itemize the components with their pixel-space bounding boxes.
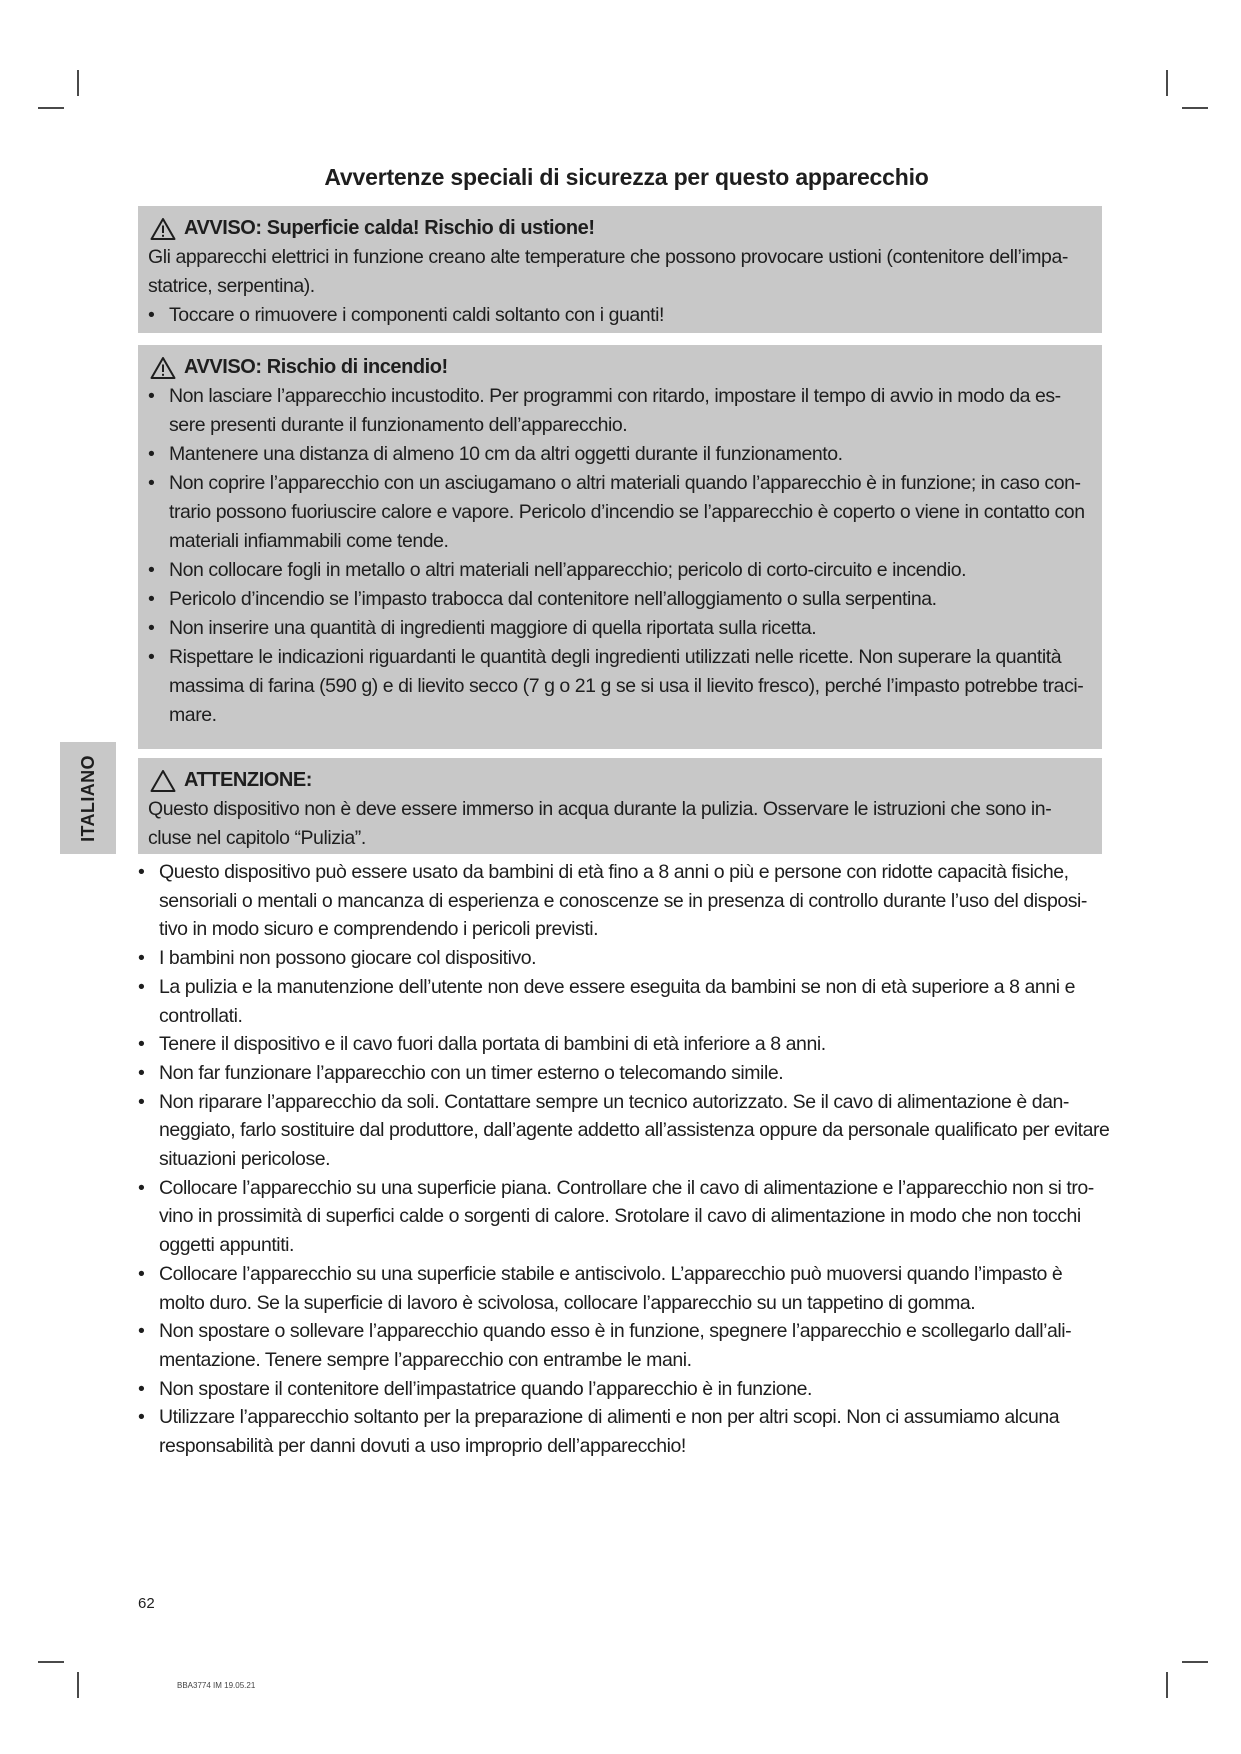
crop-mark [77,1672,79,1698]
caution-triangle-icon [150,769,176,793]
warning-hot-surface-box [138,206,1102,333]
general-safety-list [138,858,1110,1461]
list-item: • Non collocare fogli in metallo o altri materiali nell’apparecchio; pericolo di corto-circuito e incendio. [148,556,1094,585]
crop-mark [38,107,64,109]
list-item: • Utilizzare l’apparecchio soltanto per la preparazione di alimenti e non per altri scopi. Non ci assumiamo alcuna responsabilità per danni dovuti a uso improprio dell’apparecchio! [138,1403,1110,1460]
list-item: • I bambini non possono giocare col dispositivo. [138,944,1110,973]
crop-mark [77,70,79,96]
general-safety-list-block [138,858,1110,1461]
caution-text: Questo dispositivo non è deve essere immerso in acqua durante la pulizia. Osservare le istruzioni che sono in-cluse nel capitolo “Pulizia”. [148,798,1052,849]
list-item: • Toccare o rimuovere i componenti caldi soltanto con i guanti! [148,301,1094,330]
warning-hot-heading: AVVISO: Superficie calda! Rischio di ustione! [184,217,595,239]
warning-triangle-icon [150,356,176,380]
warning-fire-box [138,345,1102,749]
list-item: • Pericolo d’incendio se l’impasto trabocca dal contenitore nell’alloggiamento o sulla serpentina. [148,585,1094,614]
crop-mark [1182,107,1208,109]
page-number: 62 [138,1595,155,1612]
list-item: • Non lasciare l’apparecchio incustodito. Per programmi con ritardo, impostare il tempo di avvio in modo da es-sere presenti durante il funzionamento dell’apparecchio. [148,382,1094,440]
crop-mark [1166,70,1168,96]
list-item: • Collocare l’apparecchio su una superficie piana. Controllare che il cavo di alimentazione e l’apparecchio non si tro-vino in prossimità di superfici calde o sorgenti di calore. Srotolare il cavo di alimentazione in modo che non tocchi oggetti appuntiti. [138,1174,1110,1260]
list-item: • Questo dispositivo può essere usato da bambini di età fino a 8 anni o più e persone con ridotte capacità fisiche, sensoriali o mentali o mancanza di esperienza e conoscenze se in presenza di controllo durante l’uso del disposi-tivo in modo sicuro e comprendendo i pericoli previsti. [138,858,1110,944]
list-item: • Mantenere una distanza di almeno 10 cm da altri oggetti durante il funzionamento. [148,440,1094,469]
language-side-tab [60,742,116,854]
warning-hot-text: Gli apparecchi elettrici in funzione creano alte temperature che possono provocare ustioni (contenitore dell’impa-statrice, serpentina). [148,246,1068,297]
list-item: • Non spostare il contenitore dell’impastatrice quando l’apparecchio è in funzione. [138,1375,1110,1404]
warning-triangle-icon [150,217,176,241]
warning-hot-list [148,301,1094,330]
warning-fire-heading: AVVISO: Rischio di incendio! [184,356,448,378]
list-item: • Non coprire l’apparecchio con un asciugamano o altri materiali quando l’apparecchio è in funzione; in caso con-trario possono fuoriuscire calore e vapore. Pericolo d’incendio se l’apparecchio è coperto o viene in contatto con materiali infiammabili come tende. [148,469,1094,556]
list-item: • Non far funzionare l’apparecchio con un timer esterno o telecomando simile. [138,1059,1110,1088]
crop-mark [1182,1661,1208,1663]
caution-heading: ATTENZIONE: [184,769,312,791]
crop-mark [38,1661,64,1663]
document-id: BBA3774 IM 19.05.21 [177,1681,256,1690]
caution-box [138,758,1102,854]
list-item: • Tenere il dispositivo e il cavo fuori dalla portata di bambini di età inferiore a 8 anni. [138,1030,1110,1059]
page-title: Avvertenze speciali di sicurezza per questo apparecchio [324,164,929,190]
caution-heading-row [148,766,1094,795]
list-item: • Rispettare le indicazioni riguardanti le quantità degli ingredienti utilizzati nelle ricette. Non superare la quantità massima di farina (590 g) e di lievito secco (7 g o 21 g se si usa il lievito fresco), perché l’impasto potrebbe traci-mare. [148,643,1094,730]
list-item: • La pulizia e la manutenzione dell’utente non deve essere eseguita da bambini se non di età superiore a 8 anni e controllati. [138,973,1110,1030]
list-item: • Non riparare l’apparecchio da soli. Contattare sempre un tecnico autorizzato. Se il cavo di alimentazione è dan-neggiato, farlo sostituire dal produttore, dall’agente addetto all’assistenza oppure da personale qualificato per evitare situazioni pericolose. [138,1088,1110,1174]
list-item: • Non spostare o sollevare l’apparecchio quando esso è in funzione, spegnere l’apparecchio e scollegarlo dall’ali-mentazione. Tenere sempre l’apparecchio con entrambe le mani. [138,1317,1110,1374]
warning-fire-list [148,382,1094,730]
crop-mark [1166,1672,1168,1698]
list-item: • Collocare l’apparecchio su una superficie stabile e antiscivolo. L’apparecchio può muoversi quando l’impasto è molto duro. Se la superficie di lavoro è scivolosa, collocare l’apparecchio su un tappetino di gomma. [138,1260,1110,1317]
language-label: ITALIANO [77,754,98,842]
warning-hot-heading-row [148,214,1094,243]
warning-fire-heading-row [148,353,1094,382]
list-item: • Non inserire una quantità di ingredienti maggiore di quella riportata sulla ricetta. [148,614,1094,643]
